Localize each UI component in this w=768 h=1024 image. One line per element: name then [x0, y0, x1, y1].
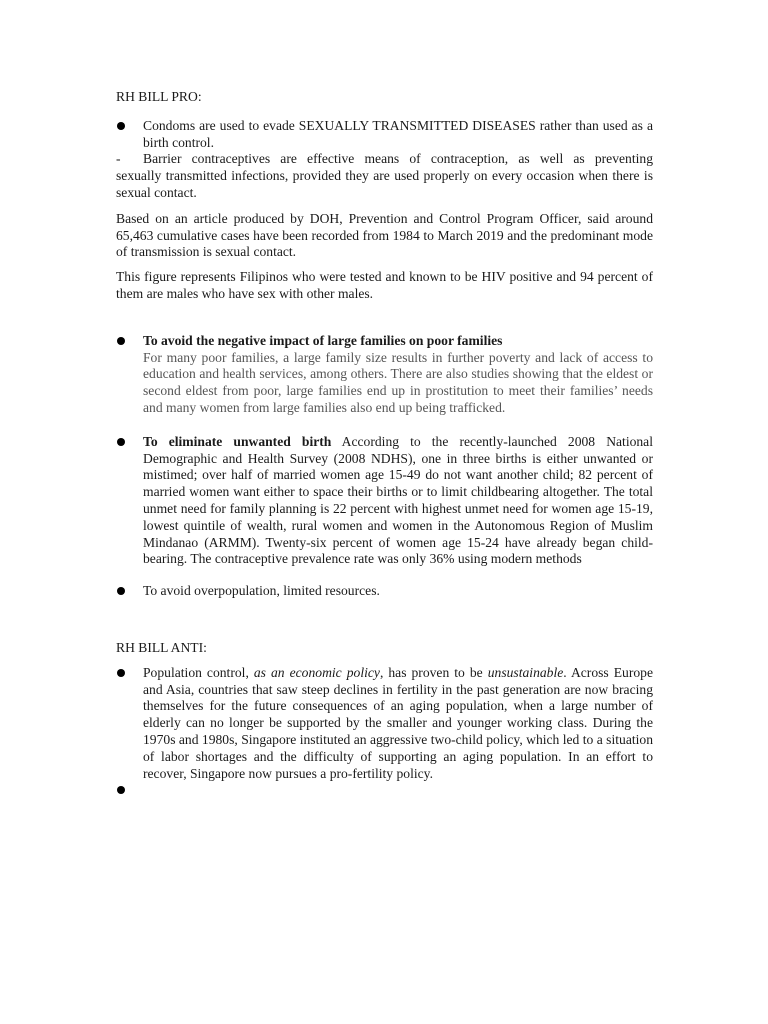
pro-dash-first-line: Barrier contraceptives are effective means of contraception, as well as preventing — [143, 151, 653, 167]
anti-bullet-empty — [116, 782, 653, 799]
bullet-icon — [117, 438, 125, 446]
anti-italic-policy: as an economic policy — [253, 664, 380, 680]
pro-doh-paragraph: Based on an article produced by DOH, Prevention and Control Program Officer, said around 65,463 cumulative cases have been recorded from 1984 to March 2019 and the predominant mode of transmission is sexual contact. — [116, 210, 653, 260]
pro-bullet-unwanted-birth-text: According to the recently-launched 2008 National Demographic and Health Survey (2008 NDHS), one in three births is either unwanted or mistimed; over half of married women age 15-49 do not want another child; 82 percent of married women want either to space their births or to limit childbearing altogether. The total unmet need for family planning is 22 percent with highest unmet need for women age 15-19, lowest quintile of wealth, rural women and women in the Autonomous Region of Muslim Mindanao (ARMM). Twenty-six percent of women age 15-24 have already began child-bearing. The contraceptive prevalence rate was only 36% using modern methods — [143, 433, 653, 567]
pro-bullet-condoms — [116, 118, 653, 152]
bullet-icon — [117, 122, 125, 130]
anti-heading: RH BILL ANTI: — [116, 639, 207, 655]
pro-bullet-large-families-text: For many poor families, a large family size results in further poverty and lack of access to education and health services, among others. There are also studies showing that the eldest or second eldest from poor, large families end up in prostitution to meet their families’ needs and many women from large families also end up being trafficked. — [143, 349, 653, 415]
anti-mid-text: , has proven to be — [379, 664, 488, 680]
pro-bullet-large-families-title: To avoid the negative impact of large families on poor families — [143, 332, 503, 348]
anti-rest-text: . Across Europe and Asia, countries that saw steep declines in fertility in the past generation are now bracing themselves for the future consequences of an aging population, when a large number of elderly can no longer be supported by the smaller and younger working class. During the 1970s and 1980s, Singapore instituted an aggressive two-child policy, which led to a situation of labor shortages and the difficulty of supporting an aging population. In an effort to recover, Singapore now pursues a pro-fertility policy. — [143, 664, 653, 781]
bullet-icon — [117, 786, 125, 794]
anti-lead-text: Population control, — [143, 664, 254, 680]
pro-bullet-unwanted-birth — [116, 434, 653, 568]
pro-bullet-condoms-text: Condoms are used to evade SEXUALLY TRANSMITTED DISEASES rather than used as a birth control. — [143, 117, 653, 150]
pro-bullet-large-families — [116, 333, 653, 417]
pro-dash-line — [116, 151, 653, 168]
pro-bullet-overpopulation-text: To avoid overpopulation, limited resources. — [143, 583, 380, 599]
pro-dash-continuation: sexually transmitted infections, provided they are used properly on every occasion when there is sexual contact. — [116, 168, 653, 200]
anti-italic-unsustainable: unsustainable — [487, 664, 564, 680]
pro-heading: RH BILL PRO: — [116, 89, 202, 104]
dash-marker: - — [116, 151, 121, 167]
anti-bullet-population-control — [116, 665, 653, 783]
pro-bullet-unwanted-birth-title: To eliminate unwanted birth — [143, 433, 332, 449]
bullet-icon — [117, 669, 125, 677]
bullet-icon — [117, 337, 125, 345]
bullet-icon — [117, 587, 125, 595]
pro-bullet-overpopulation — [116, 583, 653, 600]
pro-figure-paragraph: This figure represents Filipinos who were tested and known to be HIV positive and 94 percent of them are males who have sex with other males. — [116, 269, 653, 301]
